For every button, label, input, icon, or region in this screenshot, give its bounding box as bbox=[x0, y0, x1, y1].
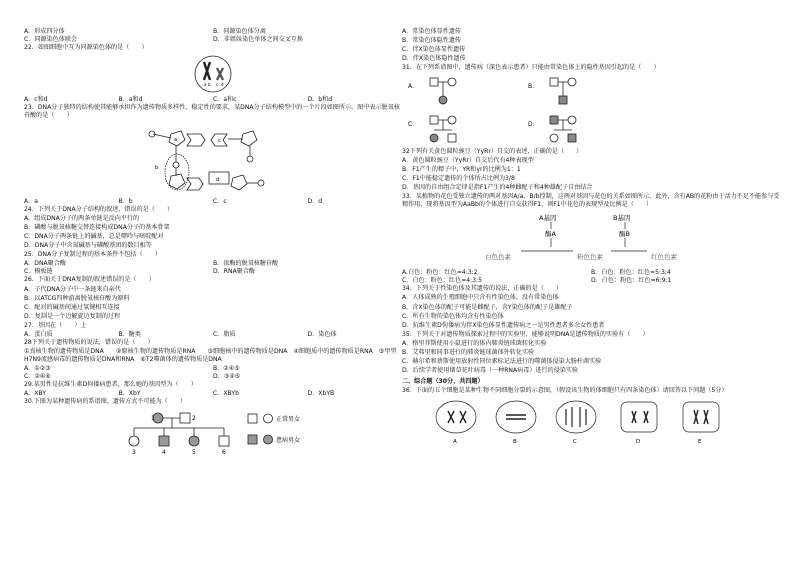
option: C．F1中能稳定遗传的个体所占比例为3/8 bbox=[402, 175, 515, 183]
svg-text:b: b bbox=[155, 165, 159, 172]
option: B．XbY bbox=[118, 389, 141, 397]
option: A．DNA聚合酶 bbox=[24, 260, 66, 268]
option: A．子代DNA分子中一条链来自亲代 bbox=[24, 285, 121, 293]
figure-q36-cells bbox=[402, 397, 780, 447]
option: B．同源染色体分离 bbox=[213, 28, 266, 35]
question-36: 36．下面的五个细胞是某种生物不同细胞分裂的示意图，（假设该生物的体细胞只有四条染色体）请回答以下问题（5分） bbox=[402, 386, 728, 394]
flow-red: 红色色素 bbox=[651, 253, 677, 262]
cell-division-diagrams bbox=[426, 397, 756, 447]
option: D．b和d bbox=[307, 96, 333, 104]
cell-label: E bbox=[698, 438, 702, 445]
option: B．浓酶的脱氧核糖苷酸 bbox=[213, 260, 279, 268]
right-column bbox=[402, 28, 780, 449]
option-label: B． bbox=[528, 83, 539, 91]
option: B．a和d bbox=[118, 96, 143, 104]
legend-ill: 患病男女 bbox=[276, 436, 301, 444]
question-23: 23．DNA分子独特的结构使其能够承担作为遗传物质多样性、稳定性的要求，某DNA分子结构模型中的一个片段如图所示。图中表示脱氧核苷酸的是（ ） bbox=[24, 104, 400, 120]
option-label: A． bbox=[408, 83, 419, 91]
figure-q30-pedigree bbox=[24, 408, 402, 458]
option: D．③④⑤ bbox=[213, 372, 241, 380]
question-34: 34．下列关于性染色体及其遗传的说法，正确的是（ ） bbox=[402, 285, 563, 293]
pedigree-label: 2 bbox=[192, 414, 196, 422]
option-label: D． bbox=[528, 121, 539, 129]
option: B．磷酸与脱氧核糖交替连接构成DNA分子的基本骨架 bbox=[24, 224, 170, 232]
flow-enzyme-b: 酶B bbox=[619, 230, 630, 239]
option: B．以ATCG四种游离脱氧核苷酸为原料 bbox=[24, 294, 130, 302]
pedigree-label: 3 bbox=[132, 448, 136, 456]
pedigree-label: 4 bbox=[162, 448, 166, 456]
option: D．RNA聚合酶 bbox=[213, 268, 256, 276]
question-28: 28下列关于遗传物质的说法，错误的是（ ） bbox=[24, 338, 154, 346]
question-33: 33．某植物的花色受独立遗传的两对基因A/a，B/b控制，这两对基因与花色的关系如图所示，此外，含有AB的花粉由于活力不足不能参与受精作用，现将基因型为AaBb的个体进行自交获得F1，则F1中花色的表现型及比例是（ ） bbox=[402, 193, 780, 209]
option: A．黄色圆粒豌豆（YyRr）自交后代有4种表现型 bbox=[402, 157, 534, 165]
flow-enzyme-a: 酶A bbox=[545, 230, 556, 239]
option: D．非姐妹染色单体之间交叉互换 bbox=[213, 36, 304, 44]
figure-q33-flow bbox=[402, 211, 780, 267]
pedigree-label: 5 bbox=[192, 448, 196, 456]
question-32: 32下列有关黄色圆粒豌豆（YyRr）自交的表述，正确的是（ ） bbox=[402, 148, 583, 156]
figure-q22-cell bbox=[24, 54, 402, 94]
option: A．组成DNA分子的两条单链是反向平行的 bbox=[24, 215, 140, 223]
option: B．F1产生的精子中，YR和yr的比例为1：1 bbox=[402, 166, 521, 174]
figure-q23-dna bbox=[24, 122, 402, 196]
option: D．抗维生素D佝偻病为伴X染色体显性遗传病之一是男性患者多余女性患者 bbox=[402, 321, 605, 329]
flow-white: 白色色素 bbox=[485, 253, 511, 262]
option: D．白色：粉色：红色=6:9:1 bbox=[591, 277, 672, 285]
option: B．艾弗里和同事进行的肺炎链球菌体外转化实验 bbox=[402, 348, 535, 356]
question-25: 25．DNA分子复制过程的基本条件不包括（ ） bbox=[24, 251, 161, 259]
option: A．形成四分体 bbox=[24, 28, 65, 35]
option: A．c和d bbox=[24, 96, 48, 104]
option: B．b bbox=[118, 198, 133, 206]
option: A．常染色体显性遗传 bbox=[402, 28, 462, 35]
svg-text:b: b bbox=[208, 82, 211, 88]
svg-text:c: c bbox=[218, 138, 221, 145]
option: D．复制是一个边解旋边复制的过程 bbox=[24, 312, 121, 320]
flow-gene-a: A基因 bbox=[539, 214, 557, 223]
option: C．DNA分子两条链上的碱基，总是嘌呤与嘧啶配对 bbox=[24, 233, 164, 241]
option: D．伴X染色体隐性遗传 bbox=[402, 55, 466, 63]
question-24: 24．下列关于DNA分子结构的叙述，错误的是（ ） bbox=[24, 206, 174, 214]
cell-label: A bbox=[453, 438, 457, 445]
left-column bbox=[24, 28, 402, 460]
option: C．XBYb bbox=[213, 389, 239, 397]
legend-normal: 正常男女 bbox=[276, 415, 301, 423]
option: A.白色：粉色：红色=4:3:2 bbox=[402, 269, 478, 277]
option: C．同源染色体联会 bbox=[24, 36, 78, 44]
option: D．染色体 bbox=[307, 330, 337, 338]
option: D．后续学者使用烟草花叶病毒（一种RNA病毒）进行的侵染实验 bbox=[402, 366, 579, 374]
svg-text:d: d bbox=[221, 82, 224, 88]
option: C．a和c bbox=[213, 96, 237, 104]
option: D．XbYB bbox=[307, 389, 335, 397]
svg-text:a: a bbox=[174, 137, 178, 144]
question-31: 31．在下列系谱图中，遗传病（深色表示患者）只能由常染色体上的隐性基因引起的是（ ） bbox=[402, 64, 660, 72]
option: B．含X染色体的配子可能是雌配子，含Y染色体的配子是雄配子 bbox=[402, 303, 573, 311]
option: A．XBY bbox=[24, 389, 47, 397]
question-28-statements: ①真核生物的遗传物质是DNA ②原核生物的遗传物质是RNA ③细胞核中的遗传物质是DNA ④细胞质中的遗传物质是RNA ⑤甲型H7N9流感病毒的遗传物质是DNA和RNA ⑥T2噬菌体的遗传物质是DNA bbox=[24, 347, 397, 363]
question-30: 30.下图为某种遗传病的系谱图，遗传方式不可能为（ ） bbox=[24, 397, 187, 405]
question-29: 29.某男性是抗维生素D佝偻病患者，那么她的基因型为（ ） bbox=[24, 380, 197, 388]
option: C．模板链 bbox=[24, 268, 53, 276]
cell-label: C bbox=[573, 438, 577, 445]
option: A．①②③ bbox=[24, 364, 51, 372]
option: B．白色：粉色：红色=5:3:4 bbox=[591, 269, 671, 277]
option: C．白色：粉色：红色=4:3:5 bbox=[402, 277, 482, 285]
option: C．所有生物的染色体均含有性染色体 bbox=[402, 312, 504, 320]
option: A．蛋白质 bbox=[24, 330, 53, 338]
pedigree-chart bbox=[98, 408, 328, 458]
option: C．②④⑥ bbox=[24, 372, 51, 380]
option: B．②④⑤ bbox=[213, 364, 240, 372]
pedigree-label: 6 bbox=[222, 448, 226, 456]
pedigree-label: 1 bbox=[151, 414, 155, 422]
section-heading: 二、综合题（30分，共四题） bbox=[402, 377, 484, 385]
figure-q31-pedigrees bbox=[402, 74, 780, 146]
pigment-pathway-diagram bbox=[461, 211, 721, 267]
option: A．格里菲斯使用小鼠进行的体内肺炎链球菌转化实验 bbox=[402, 339, 547, 347]
svg-text:c: c bbox=[216, 82, 219, 88]
option: C．伴X染色体显性遗传 bbox=[402, 46, 466, 54]
option: D．DNA分子中含氮碱基与磷酸基团的数目相等 bbox=[24, 242, 152, 250]
option: A．a bbox=[24, 198, 38, 206]
question-35: 35．下列关于对遗传物质探索过程中的实验里，能够说明DNA是遗传物质的实验有（ ） bbox=[402, 330, 649, 338]
question-27: 27．基因在（ ）上 bbox=[24, 321, 87, 329]
option: C．赫尔希和蔡斯使用放射性同位素标记法进行的噬菌体侵染大肠杆菌实验 bbox=[402, 357, 602, 365]
flow-pink: 粉色色素 bbox=[577, 253, 603, 262]
option: D．d bbox=[307, 198, 323, 206]
pedigree-options bbox=[406, 74, 776, 146]
option: B．常染色体隐性遗传 bbox=[402, 37, 462, 45]
cell-label: B bbox=[513, 438, 517, 445]
dna-fragment-diagram bbox=[143, 122, 283, 196]
option: D．基因的自由组合定律是指F1产生的4种雌配子和4种雄配子自由结合 bbox=[402, 184, 593, 192]
svg-text:a: a bbox=[204, 82, 207, 88]
option: B．糖类 bbox=[118, 330, 141, 338]
question-26: 26．下面关于DNA复制的叙述错误的是（ ） bbox=[24, 276, 155, 284]
option: C．配对的碱基间通过氢键相互连接 bbox=[24, 303, 120, 311]
option: A．人体成熟的生殖细胞中只含有性染色体，没有常染色体 bbox=[402, 294, 559, 302]
option: C．脂质 bbox=[213, 330, 236, 338]
cell-label: D bbox=[636, 438, 641, 445]
option: C．c bbox=[213, 198, 227, 206]
option-label: C． bbox=[408, 121, 419, 129]
question-22: 22．如图细胞中互为同源染色体的是（ ） bbox=[24, 44, 148, 52]
flow-gene-b: B基因 bbox=[613, 214, 631, 223]
svg-text:d: d bbox=[216, 177, 220, 184]
cell-chromosome-figure bbox=[183, 54, 243, 94]
